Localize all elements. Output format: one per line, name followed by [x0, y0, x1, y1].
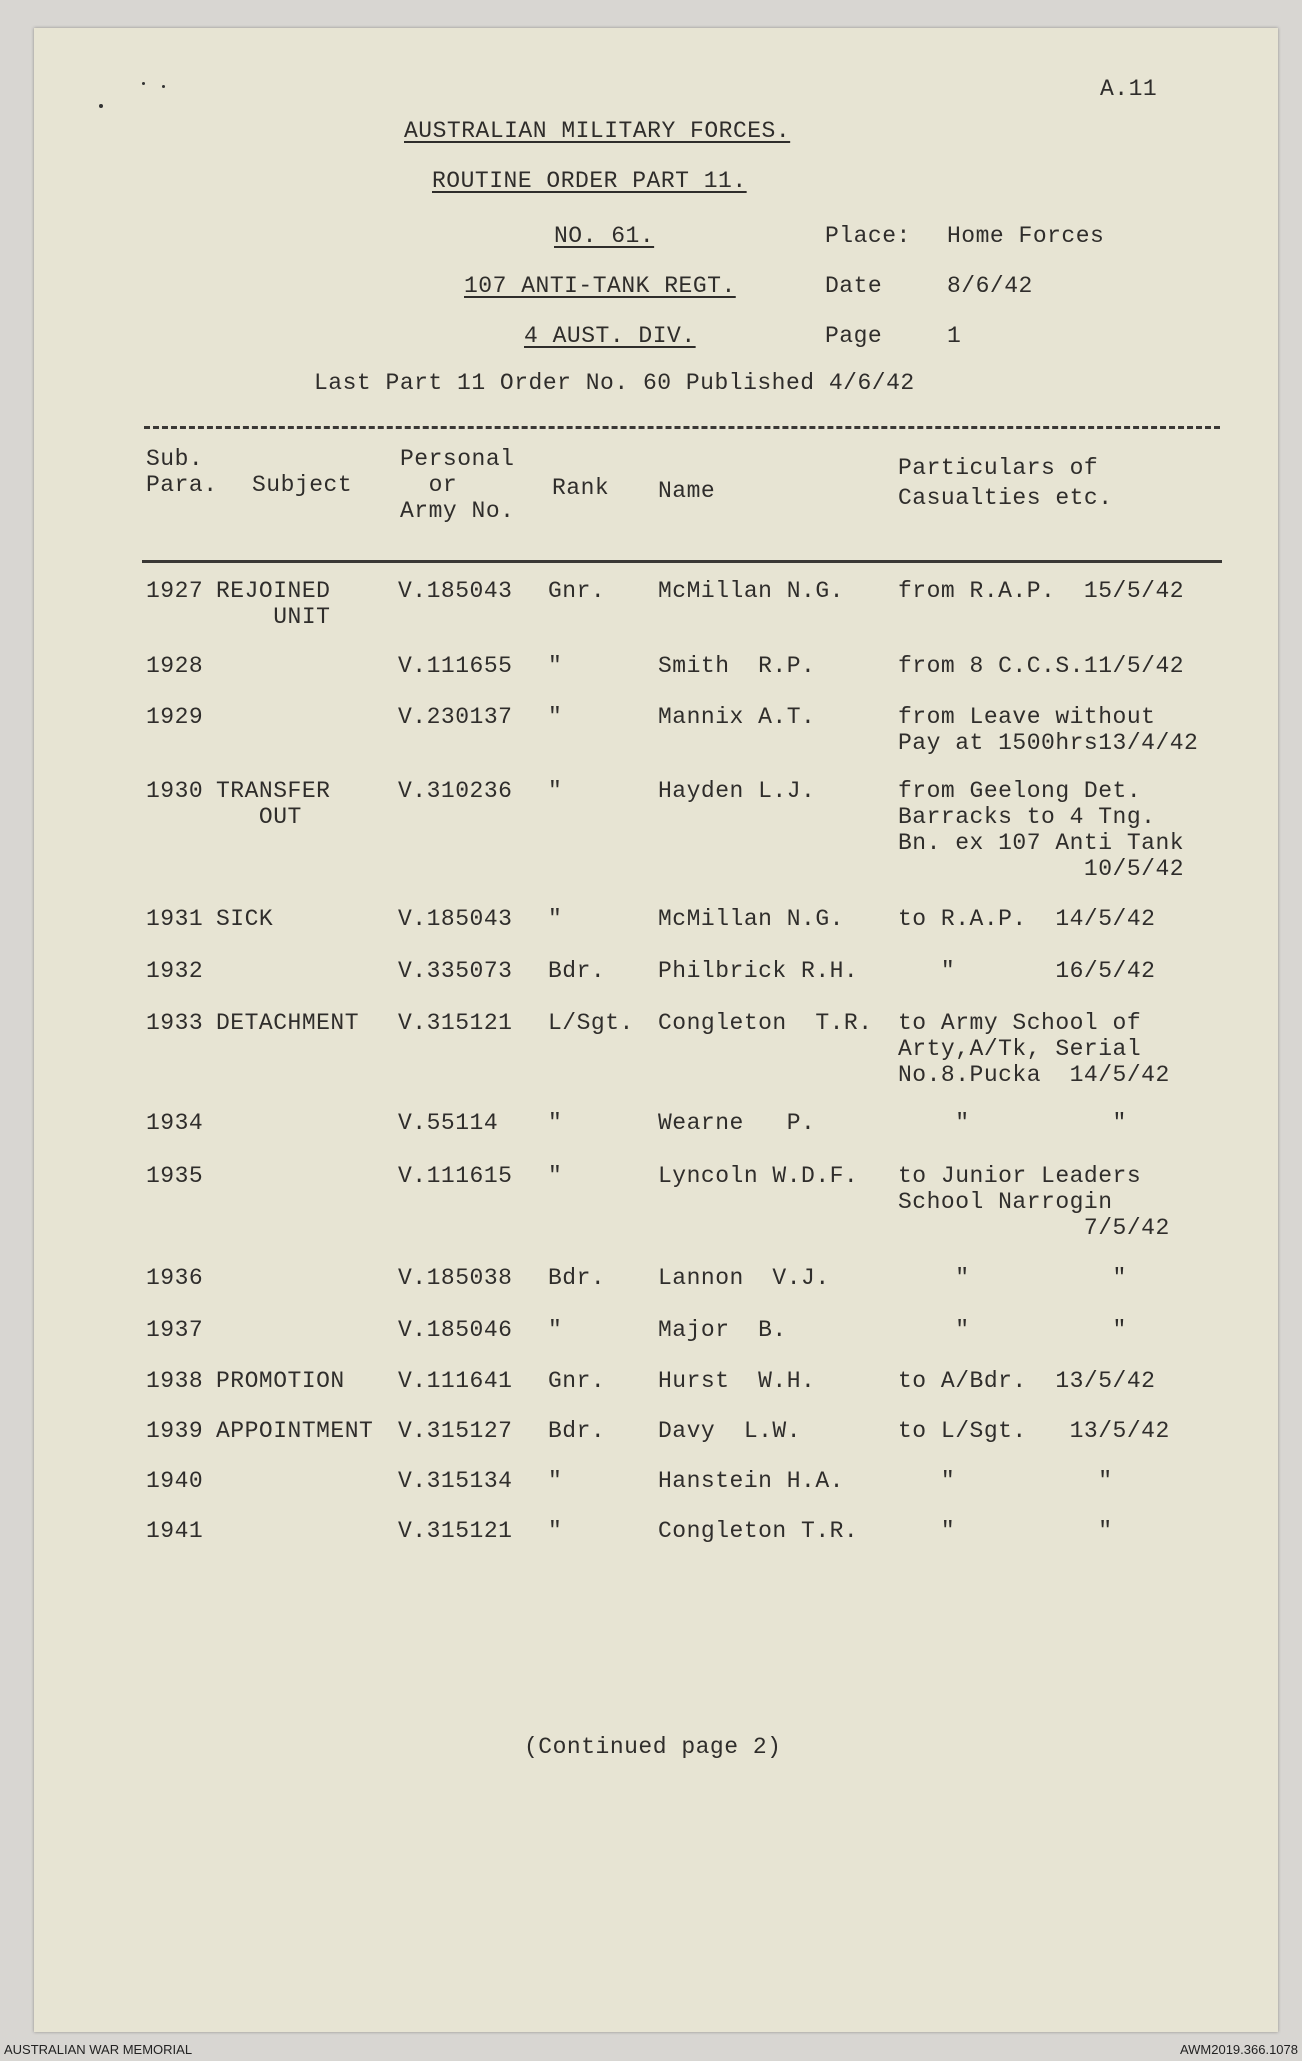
- row-para: 1939: [146, 1418, 204, 1444]
- row-army-no: V.315127: [398, 1418, 513, 1444]
- page-label: Page: [825, 323, 883, 349]
- date-value: 8/6/42: [947, 273, 1033, 299]
- row-rank: ": [548, 704, 563, 730]
- row-army-no: V.315121: [398, 1518, 513, 1544]
- row-particulars: from R.A.P. 15/5/42: [898, 578, 1185, 604]
- row-name: Hurst W.H.: [658, 1368, 816, 1394]
- row-subject: DETACHMENT: [216, 1010, 360, 1036]
- division-name: 4 AUST. DIV.: [524, 323, 696, 349]
- row-particulars: " ": [898, 1110, 1127, 1136]
- row-name: Lyncoln W.D.F.: [658, 1163, 859, 1189]
- row-rank: Gnr.: [548, 1368, 606, 1394]
- row-para: 1929: [146, 704, 204, 730]
- last-order-line: Last Part 11 Order No. 60 Published 4/6/42: [314, 370, 915, 396]
- row-name: Smith R.P.: [658, 653, 816, 679]
- header-sub-para: Sub. Para.: [146, 446, 218, 498]
- heading-routine-order: ROUTINE ORDER PART 11.: [432, 168, 747, 194]
- row-army-no: V.315134: [398, 1468, 513, 1494]
- row-particulars: " ": [898, 1265, 1127, 1291]
- row-name: McMillan N.G.: [658, 906, 844, 932]
- row-name: Philbrick R.H.: [658, 958, 859, 984]
- place-label: Place:: [825, 223, 911, 249]
- row-para: 1928: [146, 653, 204, 679]
- order-number: NO. 61.: [554, 223, 655, 249]
- place-value: Home Forces: [947, 223, 1105, 249]
- row-army-no: V.310236: [398, 778, 513, 804]
- row-para: 1937: [146, 1317, 204, 1343]
- header-army-no: Personal or Army No.: [400, 446, 515, 524]
- row-subject: APPOINTMENT: [216, 1418, 374, 1444]
- row-rank: ": [548, 1518, 563, 1544]
- row-army-no: V.185043: [398, 578, 513, 604]
- row-name: McMillan N.G.: [658, 578, 844, 604]
- row-para: 1933: [146, 1010, 204, 1036]
- row-particulars: to R.A.P. 14/5/42: [898, 906, 1156, 932]
- row-army-no: V.315121: [398, 1010, 513, 1036]
- page-reference: A.11: [1100, 76, 1158, 102]
- row-particulars: to Army School of Arty,A/Tk, Serial No.8.Pucka 14/5/42: [898, 1010, 1170, 1088]
- row-rank: ": [548, 1110, 563, 1136]
- row-particulars: to L/Sgt. 13/5/42: [898, 1418, 1170, 1444]
- row-rank: Bdr.: [548, 958, 606, 984]
- header-name: Name: [658, 478, 716, 504]
- row-army-no: V.111655: [398, 653, 513, 679]
- header-subject: Subject: [252, 472, 353, 498]
- row-name: Davy L.W.: [658, 1418, 802, 1444]
- row-para: 1936: [146, 1265, 204, 1291]
- row-para: 1941: [146, 1518, 204, 1544]
- row-subject: REJOINED UNIT: [216, 578, 331, 630]
- row-name: Congleton T.R.: [658, 1010, 873, 1036]
- row-particulars: from Geelong Det. Barracks to 4 Tng. Bn. ex 107 Anti Tank 10/5/42: [898, 778, 1185, 882]
- row-rank: ": [548, 1317, 563, 1343]
- document-sheet: [34, 28, 1278, 2032]
- header-rule: [142, 560, 1222, 563]
- row-subject: SICK: [216, 906, 274, 932]
- row-rank: Bdr.: [548, 1265, 606, 1291]
- ink-mark: [162, 85, 165, 88]
- row-para: 1940: [146, 1468, 204, 1494]
- row-para: 1935: [146, 1163, 204, 1189]
- row-army-no: V.185046: [398, 1317, 513, 1343]
- row-name: Congleton T.R.: [658, 1518, 859, 1544]
- header-particulars: Particulars of Casualties etc.: [898, 455, 1113, 511]
- row-subject: TRANSFER OUT: [216, 778, 331, 830]
- row-particulars: " 16/5/42: [898, 958, 1156, 984]
- row-name: Wearne P.: [658, 1110, 816, 1136]
- row-army-no: V.185043: [398, 906, 513, 932]
- row-particulars: " ": [898, 1518, 1113, 1544]
- footer-credit: AUSTRALIAN WAR MEMORIAL: [4, 2042, 193, 2057]
- row-particulars: from Leave without Pay at 1500hrs13/4/42: [898, 704, 1199, 756]
- row-army-no: V.111615: [398, 1163, 513, 1189]
- row-rank: ": [548, 906, 563, 932]
- row-particulars: " ": [898, 1468, 1113, 1494]
- heading-forces: AUSTRALIAN MILITARY FORCES.: [404, 118, 791, 144]
- row-army-no: V.55114: [398, 1110, 499, 1136]
- row-name: Major B.: [658, 1317, 787, 1343]
- row-rank: Gnr.: [548, 578, 606, 604]
- row-rank: ": [548, 1163, 563, 1189]
- ink-mark: [99, 104, 103, 108]
- row-para: 1938: [146, 1368, 204, 1394]
- page-value: 1: [947, 323, 962, 349]
- unit-name: 107 ANTI-TANK REGT.: [464, 273, 736, 299]
- row-para: 1934: [146, 1110, 204, 1136]
- footer-accession-number: AWM2019.366.1078: [1179, 2042, 1298, 2057]
- row-rank: ": [548, 778, 563, 804]
- row-para: 1931: [146, 906, 204, 932]
- row-para: 1927: [146, 578, 204, 604]
- row-particulars: " ": [898, 1317, 1127, 1343]
- row-army-no: V.111641: [398, 1368, 513, 1394]
- row-para: 1930: [146, 778, 204, 804]
- header-rank: Rank: [552, 475, 610, 501]
- row-army-no: V.335073: [398, 958, 513, 984]
- row-particulars: to A/Bdr. 13/5/42: [898, 1368, 1156, 1394]
- row-name: Hanstein H.A.: [658, 1468, 844, 1494]
- row-particulars: from 8 C.C.S.11/5/42: [898, 653, 1185, 679]
- row-particulars: to Junior Leaders School Narrogin 7/5/42: [898, 1163, 1170, 1241]
- row-rank: ": [548, 653, 563, 679]
- row-rank: L/Sgt.: [548, 1010, 634, 1036]
- row-name: Lannon V.J.: [658, 1265, 830, 1291]
- date-label: Date: [825, 273, 883, 299]
- row-name: Hayden L.J.: [658, 778, 816, 804]
- row-rank: ": [548, 1468, 563, 1494]
- ink-mark: [142, 82, 145, 85]
- row-army-no: V.230137: [398, 704, 513, 730]
- row-para: 1932: [146, 958, 204, 984]
- top-rule: [144, 426, 1220, 429]
- row-subject: PROMOTION: [216, 1368, 345, 1394]
- row-name: Mannix A.T.: [658, 704, 816, 730]
- continued-note: (Continued page 2): [524, 1734, 782, 1760]
- row-rank: Bdr.: [548, 1418, 606, 1444]
- row-army-no: V.185038: [398, 1265, 513, 1291]
